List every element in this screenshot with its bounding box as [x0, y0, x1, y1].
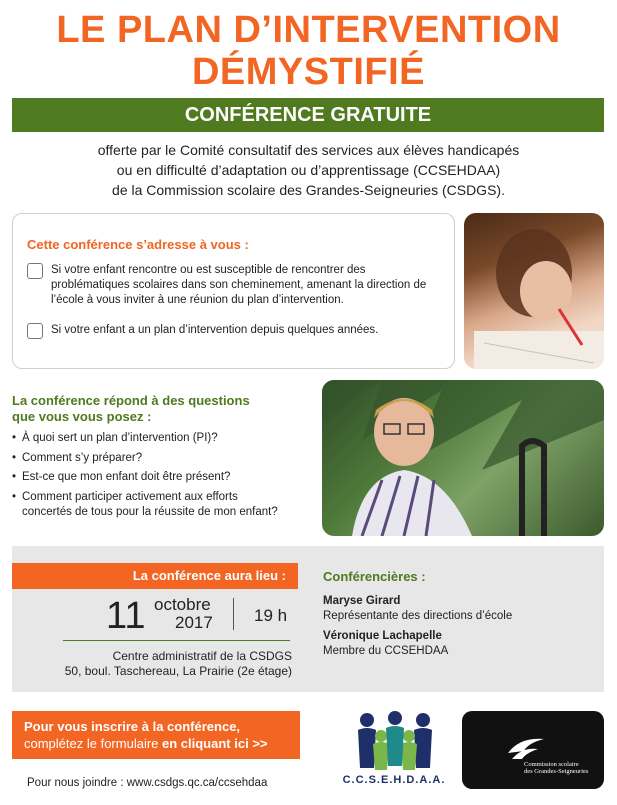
speaker-role: Membre du CCSEHDAA — [323, 645, 449, 657]
csdgs-logo-text: Commission scolaire des Grandes-Seigneuries — [524, 761, 589, 775]
speaker-name: Véronique Lachapelle — [323, 630, 442, 642]
event-location-line2: 50, boul. Taschereau, La Prairie (2e étage) — [64, 664, 292, 678]
intro-line1: offerte par le Comité consultatif des services aux élèves handicapés — [97, 142, 520, 158]
ccsehdaa-logo-text: C.C.S.E.H.D.A.A. — [342, 774, 446, 786]
questions-title — [12, 393, 312, 425]
intro-line3: de la Commission scolaire des Grandes-Seigneuries (CSDGS). — [112, 182, 505, 198]
event-year: 2017 — [175, 613, 213, 632]
question-item: • À quoi sert un plan d’intervention (PI)? — [12, 432, 218, 444]
signup-line1: Pour vous inscrire à la conférence, — [24, 719, 241, 734]
speakers-title: Conférencières : — [323, 569, 426, 584]
question-item: • Comment s’y préparer? — [12, 452, 143, 464]
boy-smiling-photo — [322, 380, 604, 536]
speaker-role: Représentante des directions d’école — [323, 610, 513, 622]
event-location-line1: Centre administratif de la CSDGS — [112, 649, 292, 663]
csdgs-logo — [462, 711, 604, 789]
location-divider — [63, 640, 290, 641]
csdgs-bird-icon — [506, 733, 546, 763]
poster-title-line1: LE PLAN D’INTERVENTION — [56, 9, 561, 51]
intro-line2: ou en difficulté d’adaptation ou d’apprentissage (CCSEHDAA) — [116, 162, 501, 178]
event-day: 11 — [106, 595, 146, 637]
signup-line2-prefix: complétez le formulaire — [24, 736, 162, 751]
audience-title: Cette conférence s’adresse à vous : — [27, 237, 249, 252]
boy-smiling-illustration — [322, 380, 604, 536]
speaker-name: Maryse Girard — [323, 595, 401, 607]
questions-title-line1: La conférence répond à des questions — [12, 393, 250, 408]
audience-checkbox-2[interactable] — [27, 323, 43, 339]
event-hour: 19 h — [254, 606, 288, 625]
event-month: octobre — [154, 595, 211, 614]
date-divider — [233, 598, 234, 630]
audience-checkbox-1[interactable] — [27, 263, 43, 279]
audience-item-1: Si votre enfant rencontre ou est susceptible de rencontrer des problématiques scolaires dans son cheminement, amenant la direction de l’école à vous inviter à une réunion du plan d’intervention. — [51, 264, 427, 306]
question-item: • Est-ce que mon enfant doit être présent? — [12, 471, 231, 483]
poster-title-line2: DÉMYSTIFIÉ — [191, 51, 426, 93]
questions-title-line2: que vous vous posez : — [12, 409, 152, 424]
girl-writing-photo — [464, 213, 604, 369]
girl-writing-illustration — [464, 213, 604, 369]
free-conference-banner: CONFÉRENCE GRATUITE — [12, 98, 604, 132]
audience-item-2: Si votre enfant a un plan d’intervention depuis quelques années. — [51, 324, 379, 336]
event-tag: La conférence aura lieu : — [12, 563, 298, 589]
contact-info: Pour nous joindre : www.csdgs.qc.ca/ccsehdaa — [27, 777, 268, 789]
signup-link[interactable]: en cliquant ici >> — [162, 736, 268, 751]
signup-button[interactable] — [12, 711, 300, 759]
question-item: • Comment participer activement aux efforts concertés de tous pour la réussite de mon enfant? — [12, 491, 278, 518]
